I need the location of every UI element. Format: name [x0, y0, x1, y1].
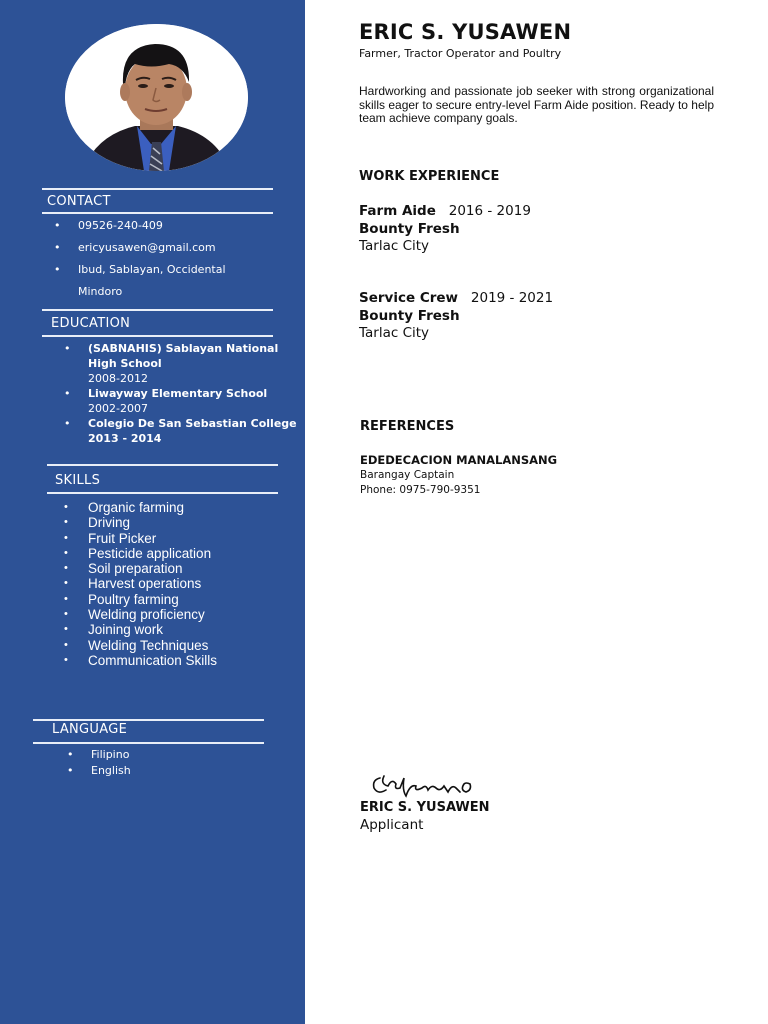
skill-item: • Poultry farming	[46, 592, 296, 607]
divider	[42, 335, 273, 337]
school-name: • (SABNAHIS) Sablayan National High School	[88, 342, 279, 370]
school-name: • Liwayway Elementary School	[88, 387, 268, 400]
skill-item: • Soil preparation	[46, 561, 296, 576]
reference-entry	[360, 453, 557, 498]
skill-item: • Communication Skills	[46, 653, 296, 668]
reference-phone: Phone: 0975-790-9351	[360, 484, 481, 496]
divider	[33, 742, 264, 744]
contact-list	[46, 215, 286, 303]
education-heading: EDUCATION	[51, 316, 131, 331]
divider	[42, 212, 273, 214]
education-list	[46, 341, 301, 446]
skill-item: • Pesticide application	[46, 546, 296, 561]
language-heading: LANGUAGE	[52, 722, 128, 737]
skill-item: • Joining work	[46, 622, 296, 637]
job-entry	[359, 290, 553, 343]
divider	[47, 464, 278, 466]
work-experience-heading: WORK EXPERIENCE	[359, 169, 500, 184]
skills-heading: SKILLS	[55, 473, 101, 488]
job-company: Bounty Fresh	[359, 307, 460, 324]
divider	[42, 188, 273, 190]
contact-heading: CONTACT	[47, 194, 111, 209]
sidebar	[0, 0, 305, 1024]
profile-summary: Hardworking and passionate job seeker with strong organizational skills eager to secure entry-level Farm Aide position. Ready to help team achieve company goals.	[359, 84, 714, 125]
language-list	[46, 747, 246, 779]
signatory-name: ERIC S. YUSAWEN	[360, 800, 490, 815]
school-name: • Colegio De San Sebastian College	[88, 417, 297, 430]
contact-email: • ericyusawen@gmail.com	[46, 237, 286, 259]
job-company: Bounty Fresh	[359, 220, 460, 237]
school-years: 2013 - 2014	[88, 432, 162, 445]
candidate-name: ERIC S. YUSAWEN	[359, 20, 572, 44]
job-title: Farm Aide	[359, 203, 436, 219]
contact-phone: • 09526-240-409	[46, 215, 286, 237]
skill-item: • Harvest operations	[46, 576, 296, 591]
language-item: • Filipino	[46, 747, 246, 763]
skill-item: • Fruit Picker	[46, 531, 296, 546]
school-years: 2002-2007	[88, 402, 148, 415]
education-item	[46, 386, 301, 416]
contact-address-cont: Mindoro	[78, 285, 123, 298]
references-heading: REFERENCES	[360, 419, 455, 434]
profile-photo	[65, 24, 248, 171]
job-location: Tarlac City	[359, 325, 430, 341]
education-item	[46, 341, 301, 386]
divider	[42, 309, 273, 311]
skills-list	[46, 500, 296, 668]
skill-item: • Welding Techniques	[46, 638, 296, 653]
reference-position: Barangay Captain	[360, 469, 455, 481]
candidate-subtitle: Farmer, Tractor Operator and Poultry	[359, 47, 562, 60]
reference-name: EDEDECACION MANALANSANG	[360, 453, 558, 467]
divider	[47, 492, 278, 494]
job-title: Service Crew	[359, 290, 459, 306]
skill-item: • Driving	[46, 515, 296, 530]
job-location: Tarlac City	[359, 238, 430, 254]
education-item	[46, 416, 301, 446]
job-entry	[359, 203, 531, 256]
skill-item: • Organic farming	[46, 500, 296, 515]
signatory-role: Applicant	[360, 817, 424, 833]
job-years: 2016 - 2019	[448, 203, 531, 219]
school-years: 2008-2012	[88, 372, 148, 385]
language-item: • English	[46, 763, 246, 779]
skill-item: • Welding proficiency	[46, 607, 296, 622]
job-years: 2019 - 2021	[470, 290, 554, 306]
divider	[33, 719, 264, 721]
contact-address: • Ibud, Sablayan, Occidental	[46, 259, 286, 281]
